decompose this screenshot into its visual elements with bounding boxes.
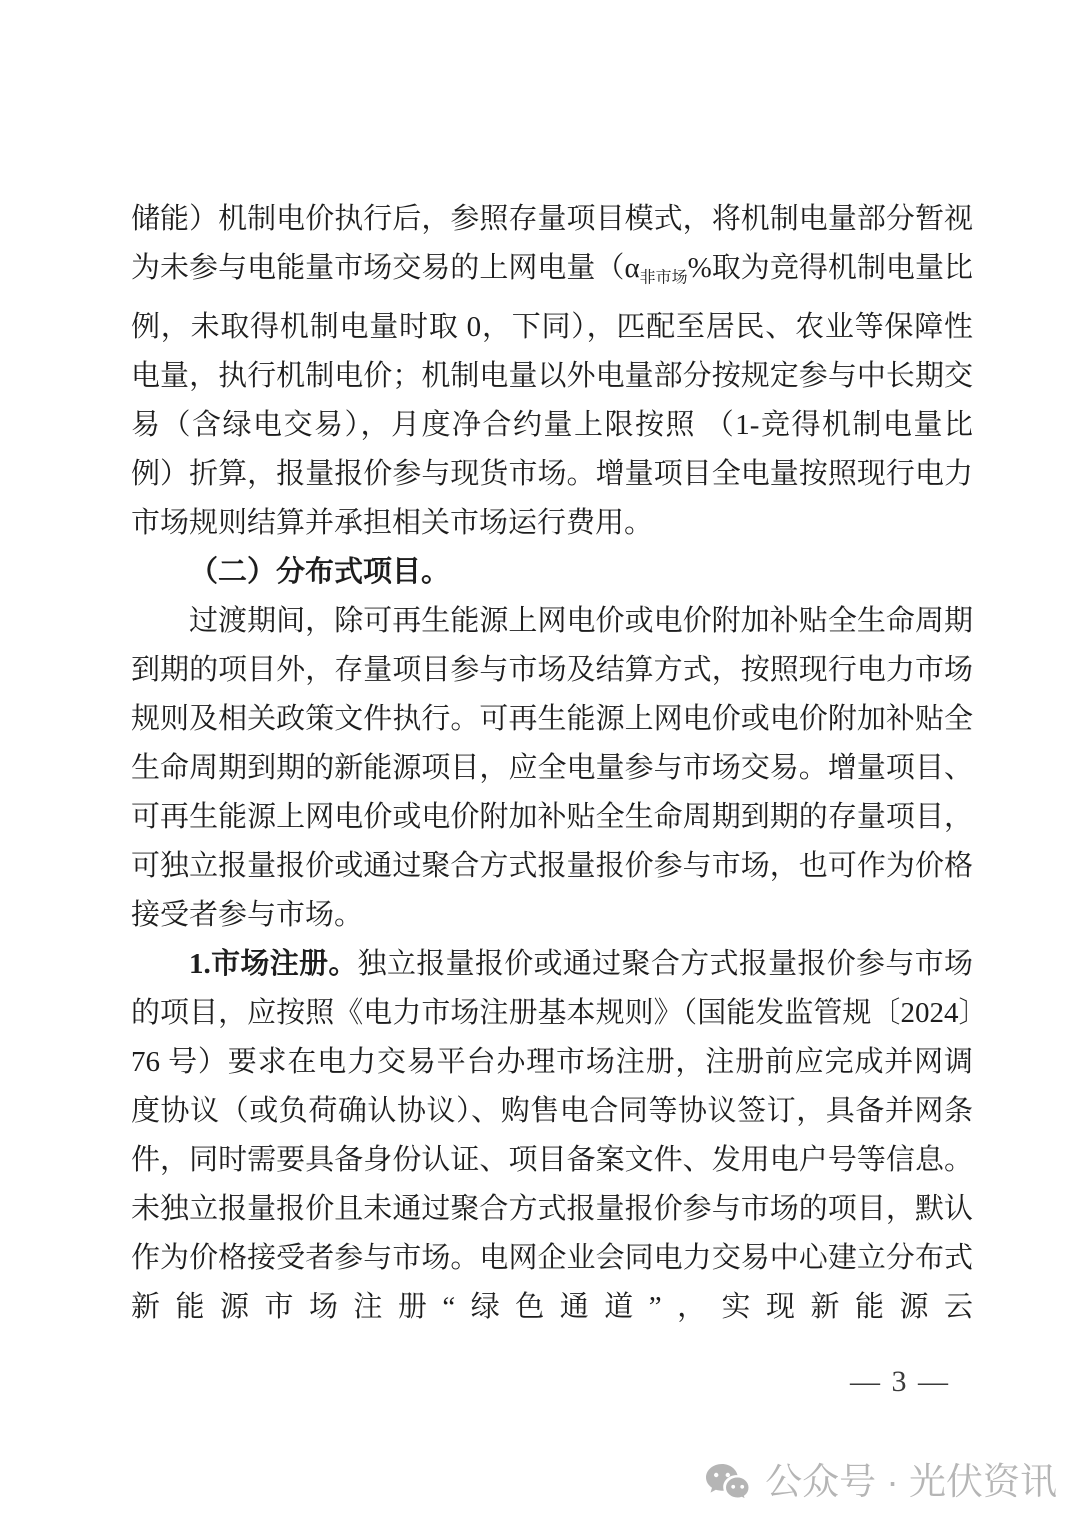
document-body xyxy=(131,195,973,1332)
market-registration-lead: 1.市场注册。 xyxy=(189,947,358,980)
wechat-icon xyxy=(704,1462,752,1502)
watermark-text: 公众号 · 光伏资讯 xyxy=(765,1461,1057,1502)
paragraph-market-registration xyxy=(131,940,973,1332)
alpha-subscript-label: 非市场 xyxy=(639,269,688,287)
page-number: — 3 — xyxy=(850,1365,950,1398)
section-heading: （二）分布式项目。 xyxy=(189,555,451,588)
paragraph-carryover xyxy=(131,195,973,548)
carryover-text-before-subscript: 储能）机制电价执行后，参照存量项目模式，将机制电量部分暂视为未参与电能量市场交易的上网电量（α xyxy=(131,203,973,284)
paragraph-transition-period: 过渡期间，除可再生能源上网电价或电价附加补贴全生命周期到期的项目外，存量项目参与市场及结算方式，按照现行电力市场规则及相关政策文件执行。可再生能源上网电价或电价附加补贴全生命周期到期的新能源项目，应全电量参与市场交易。增量项目、可再生能源上网电价或电价附加补贴全生命周期到期的存量项目，可独立报量报价或通过聚合方式报量报价参与市场，也可作为价格接受者参与市场。 xyxy=(131,604,973,931)
market-registration-body: 独立报量报价或通过聚合方式报量报价参与市场的项目，应按照《电力市场注册基本规则》（国能发监管规〔2024〕76 号）要求在电力交易平台办理市场注册，注册前应完成并网调度协议（或负荷确认协议）、购售电合同等协议签订，具备并网条件，同时需要具备身份认证、项目备案文件、发用电户号等信息。未独立报量报价且未通过聚合方式报量报价参与市场的项目，默认作为价格接受者参与市场。电网企业会同电力交易中心建立分布式新能源市场注册“绿色通道”，实现新能源云 xyxy=(131,947,973,1323)
watermark-footer xyxy=(704,1460,1057,1504)
carryover-text-after-subscript: %取为竞得机制电量比例，未取得机制电量时取 0，下同），匹配至居民、农业等保障性电量，执行机制电价；机制电量以外电量部分按规定参与中长期交易（含绿电交易），月度净合约量上限按照 （1-竞得机制电量比例）折算，报量报价参与现货市场。增量项目全电量按照现行电力市场规则结算并承担相关市场运行费用。 xyxy=(131,252,973,539)
